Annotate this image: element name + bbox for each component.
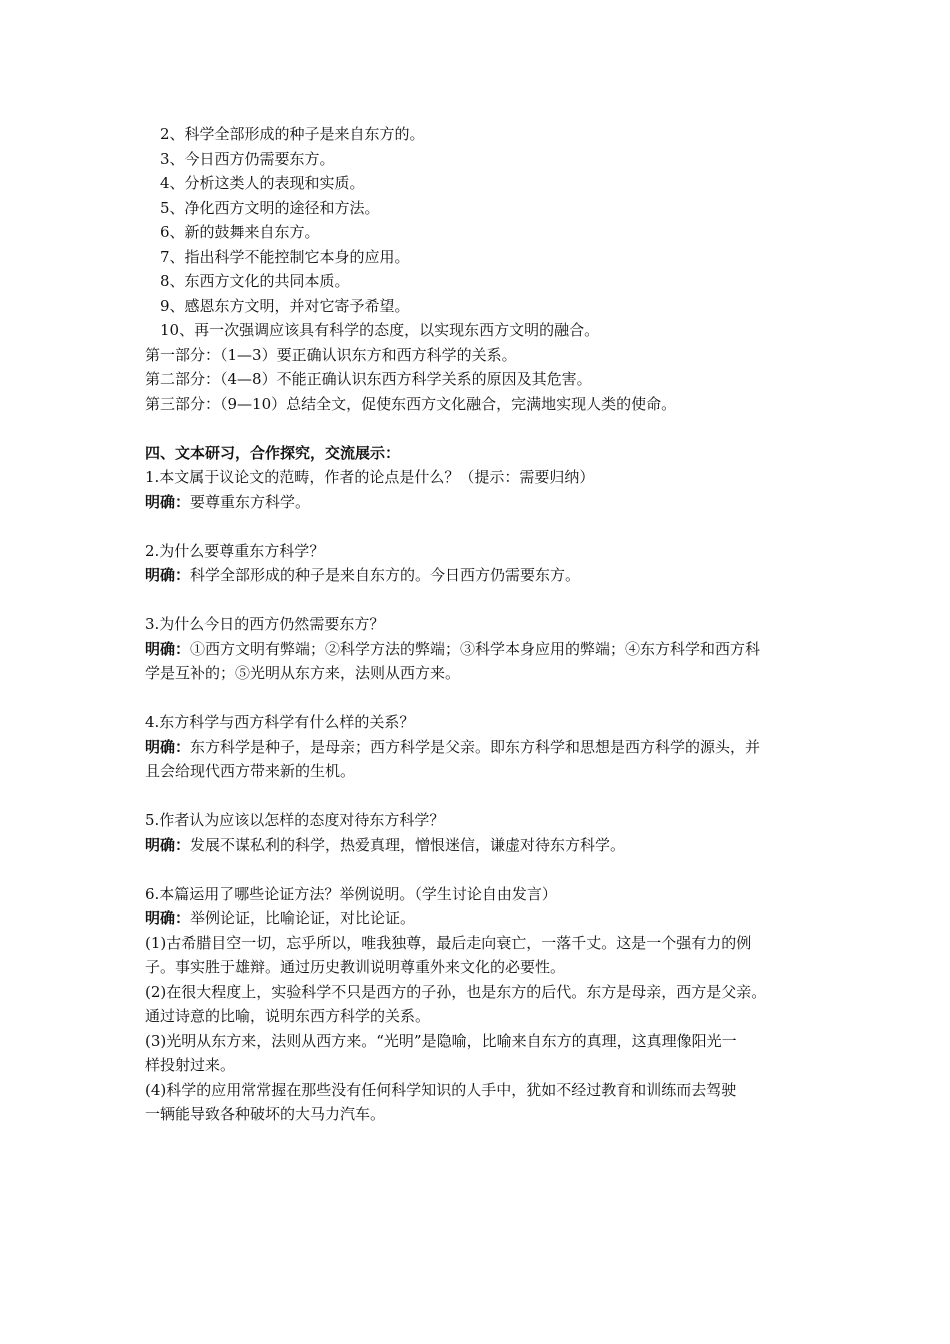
answer-text: ①西方文明有弊端；②科学方法的弊端；③科学本身应用的弊端；④东方科学和西方科 (190, 639, 761, 658)
answer-label: 明确： (145, 909, 191, 927)
answer-text: 东方科学是种子，是母亲；西方科学是父亲。即东方科学和思想是西方科学的源头，并 (190, 737, 761, 756)
part-two: 第二部分：（4—8）不能正确认识东西方科学关系的原因及其危害。 (145, 370, 592, 388)
outline-item-6: 6、新的鼓舞来自东方。 (160, 223, 320, 241)
question-1: 1.本文属于议论文的范畴，作者的论点是什么？（提示：需要归纳） (145, 468, 595, 486)
answer-label: 明确： (145, 566, 191, 584)
example-2-line-2: 通过诗意的比喻，说明东西方科学的关系。 (145, 1007, 431, 1025)
part-one: 第一部分：（1—3）要正确认识东方和西方科学的关系。 (145, 345, 517, 364)
outline-item-4: 4、分析这类人的表现和实质。 (160, 174, 365, 192)
outline-item-8: 8、东西方文化的共同本质。 (160, 272, 350, 290)
part-three: 第三部分：（9—10）总结全文，促使东西方文化融合，完满地实现人类的使命。 (145, 394, 677, 413)
outline-item-3: 3、今日西方仍需要东方。 (160, 149, 335, 168)
answer-label: 明确： (145, 492, 191, 511)
question-3: 3.为什么今日的西方仍然需要东方？ (145, 615, 385, 633)
example-2-line-1: (2)在很大程度上，实验科学不只是西方的子孙，也是东方的后代。东方是母亲，西方是父亲。 (145, 982, 767, 1001)
answer-4 (145, 735, 825, 760)
answer-4-continued: 且会给现代西方带来新的生机。 (145, 762, 356, 780)
question-6: 6.本篇运用了哪些论证方法？举例说明。（学生讨论自由发言） (145, 884, 557, 903)
outline-item-2: 2、科学全部形成的种子是来自东方的。 (160, 125, 425, 143)
example-1-line-1: (1)古希腊目空一切，忘乎所以，唯我独尊，最后走向衰亡，一落千丈。这是一个强有力的例 (145, 933, 752, 952)
question-5: 5.作者认为应该以怎样的态度对待东方科学？ (145, 811, 445, 829)
answer-text: 举例论证，比喻论证，对比论证。 (190, 909, 416, 927)
answer-6 (145, 906, 825, 931)
answer-label: 明确： (145, 639, 191, 658)
outline-item-5: 5、净化西方文明的途径和方法。 (160, 198, 380, 217)
answer-text: 要尊重东方科学。 (190, 492, 311, 511)
question-2: 2.为什么要尊重东方科学？ (145, 541, 325, 560)
answer-2 (145, 563, 825, 588)
example-4-line-1: (4)科学的应用常常握在那些没有任何科学知识的人手中，犹如不经过教育和训练而去驾驶 (145, 1080, 737, 1099)
example-1-line-2: 子。事实胜于雄辩。通过历史教训说明尊重外来文化的必要性。 (145, 958, 566, 976)
answer-5 (145, 833, 825, 858)
answer-text: 科学全部形成的种子是来自东方的。今日西方仍需要东方。 (190, 566, 581, 584)
answer-1 (145, 490, 825, 515)
answer-3 (145, 637, 825, 662)
outline-item-7: 7、指出科学不能控制它本身的应用。 (160, 247, 410, 266)
answer-text: 发展不谋私利的科学，热爱真理，憎恨迷信，谦虚对待东方科学。 (190, 835, 626, 854)
outline-item-9: 9、感恩东方文明，并对它寄予希望。 (160, 296, 410, 315)
example-3-line-2: 样投射过来。 (145, 1056, 236, 1074)
answer-3-continued: 学是互补的；⑤光明从东方来，法则从西方来。 (145, 664, 461, 682)
question-4: 4.东方科学与西方科学有什么样的关系？ (145, 713, 415, 731)
section-heading: 四、文本研习，合作探究，交流展示： (145, 443, 401, 462)
answer-label: 明确： (145, 835, 191, 854)
example-4-line-2: 一辆能导致各种破坏的大马力汽车。 (145, 1105, 386, 1123)
outline-item-10: 10、再一次强调应该具有科学的态度，以实现东西方文明的融合。 (160, 321, 600, 339)
answer-label: 明确： (145, 737, 191, 756)
example-3-line-1: (3)光明从东方来，法则从西方来。“光明”是隐喻，比喻来自东方的真理，这真理像阳光一 (145, 1031, 737, 1050)
document-body (145, 122, 825, 1127)
